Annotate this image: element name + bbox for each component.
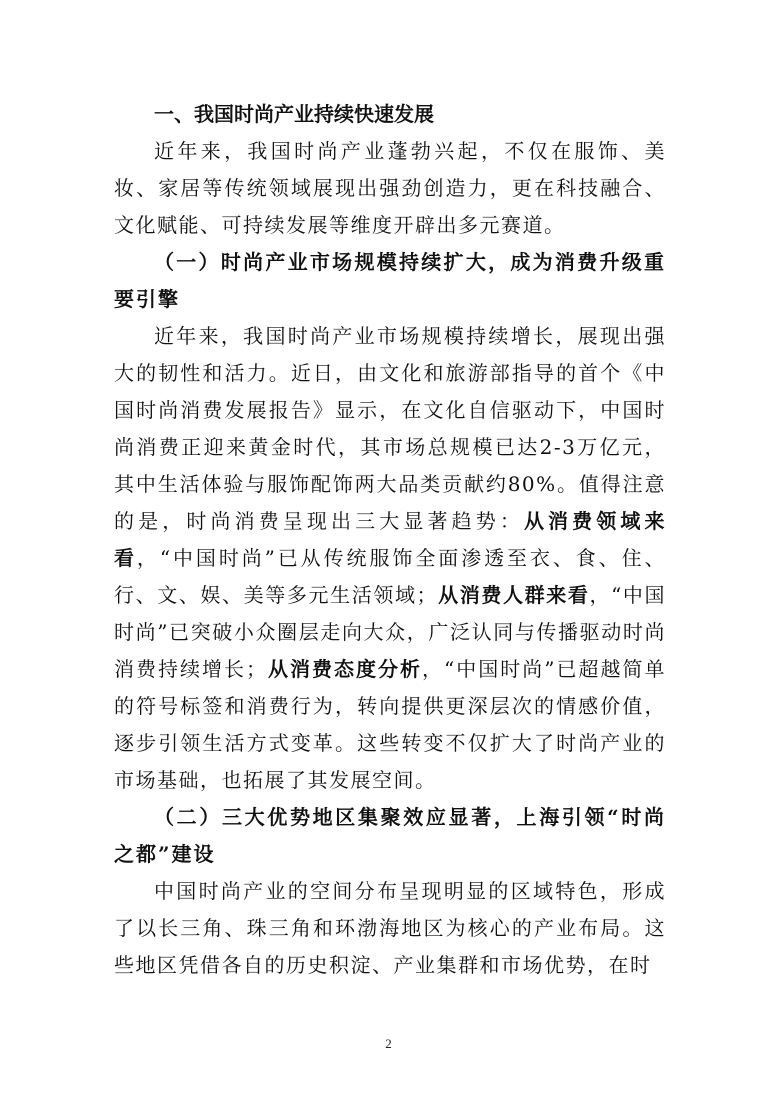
bold-phrase-consumer-attitude: 从消费态度分析 xyxy=(267,657,423,681)
intro-paragraph: 近年来，我国时尚产业蓬勃兴起，不仅在服饰、美妆、家居等传统领域展现出强劲创造力，更在科技融合、文化赋能、可持续发展等维度开辟出多元赛道。 xyxy=(114,139,666,237)
paragraph-text: ，“中国时尚”已突破小众圈层走向大众，广泛认同与传播驱动时尚消费持续增长； xyxy=(114,583,667,681)
subsection-1-paragraph xyxy=(114,318,666,799)
paragraph-text: ，“中国时尚”已超越简单的符号标签和消费行为，转向提供更深层次的情感价值，逐步引领生活方式变革。这些转变不仅扩大了时尚产业的市场基础，也拓展了其发展空间。 xyxy=(114,657,667,792)
subsection-heading-2: （二）三大优势地区集聚效应显著，上海引领“时尚之都”建设 xyxy=(114,805,666,866)
page-number: 2 xyxy=(385,1036,392,1051)
bold-phrase-consumption-field: 从消费领域来看 xyxy=(114,509,667,570)
paragraph-text: ，“中国时尚”已从传统服饰全面渗透至衣、食、住、行、文、娱、美等多元生活领域； xyxy=(114,546,666,607)
section-heading-1: 一、我国时尚产业持续快速发展 xyxy=(154,102,434,126)
bold-phrase-consumer-group: 从消费人群来看 xyxy=(438,583,590,607)
subsection-heading-1: （一）时尚产业市场规模持续扩大，成为消费升级重要引擎 xyxy=(114,250,666,311)
document-body xyxy=(114,96,666,984)
subsection-2-paragraph: 中国时尚产业的空间分布呈现明显的区域特色，形成了以长三角、珠三角和环渤海地区为核心的产业布局。这些地区凭借各自的历史积淀、产业集群和市场优势，在时 xyxy=(114,879,666,977)
paragraph-text: 近年来，我国时尚产业市场规模持续增长，展现出强大的韧性和活力。近日，由文化和旅游部指导的首个《中国时尚消费发展报告》显示，在文化自信驱动下，中国时尚消费正迎来黄金时代，其市场总规模已达2-3万亿元，其中生活体验与服饰配饰两大品类贡献约80%。值得注意的是，时尚消费呈现出三大显著趋势： xyxy=(114,324,666,533)
